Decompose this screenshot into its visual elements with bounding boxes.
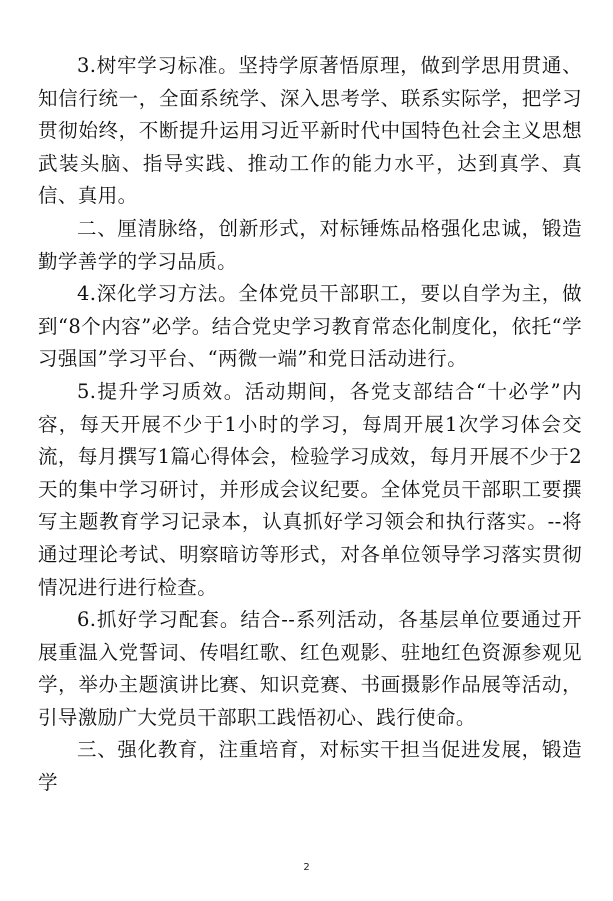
paragraph-item-3: 3.树牢学习标准。坚持学原著悟原理，做到学思用贯通、知信行统一，全面系统学、深入思考学、联系实际学，把学习贯彻始终，不断提升运用习近平新时代中国特色社会主义思想武装头脑、指导实践、推动工作的能力水平，达到真学、真信、真用。: [38, 54, 582, 208]
section-heading-3: 三、强化教育，注重培育，对标实干担当促进发展，锻造学: [38, 738, 582, 795]
document-body: [38, 50, 582, 800]
section-heading-2: 二、厘清脉络，创新形式，对标锤炼品格强化忠诚，锻造勤学善学的学习品质。: [38, 216, 582, 273]
paragraph-item-6: 6.抓好学习配套。结合--系列活动，各基层单位要通过开展重温入党誓词、传唱红歌、红色观影、驻地红色资源参观见学，举办主题演讲比赛、知识竞赛、书画摄影作品展等活动，引导激励广大党员干部职工践悟初心、践行使命。: [38, 608, 582, 729]
paragraph-item-5: 5.提升学习质效。活动期间，各党支部结合“十必学”内容，每天开展不少于1小时的学习，每周开展1次学习体会交流，每月撰写1篇心得体会，检验学习成效，每月开展不少于2天的集中学习研讨，并形成会议纪要。全体党员干部职工要撰写主题教育学习记录本，认真抓好学习领会和执行落实。--将通过理论考试、明察暗访等形式，对各单位领导学习落实贯彻情况进行进行检查。: [38, 379, 582, 599]
paragraph-item-4: 4.深化学习方法。全体党员干部职工，要以自学为主，做到“8个内容”必学。结合党史学习教育常态化制度化，依托“学习强国”学习平台、“两微一端”和党日活动进行。: [38, 282, 582, 371]
page-number: 2: [303, 862, 310, 873]
